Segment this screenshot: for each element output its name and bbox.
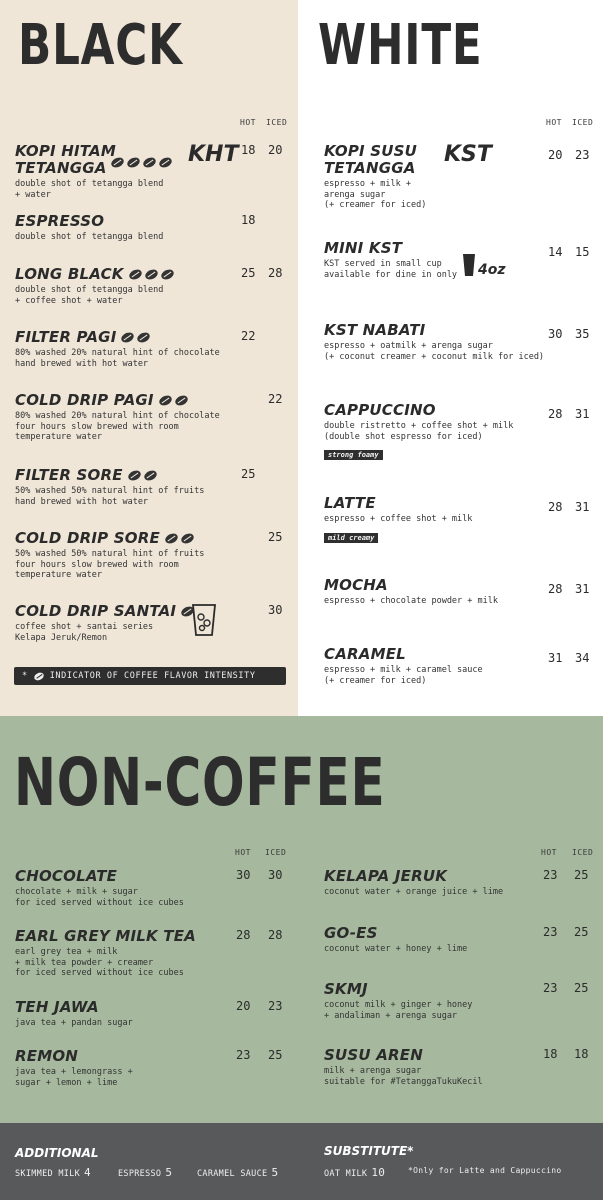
iced-column-header: ICED (572, 118, 594, 127)
price-iced: 30 (268, 868, 283, 882)
item-name: COLD DRIP PAGI (15, 392, 235, 409)
price-iced: 15 (575, 245, 590, 259)
hot-column-header: HOT (240, 118, 256, 127)
price-hot: 18 (241, 143, 256, 157)
menu-item (15, 392, 235, 443)
black-title: BLACK (18, 13, 183, 78)
flavor-beans (121, 333, 150, 342)
item-description: coconut milk + ginger + honey + andaliman + arenga sugar (324, 1000, 473, 1021)
menu-item (324, 495, 554, 544)
item-name: FILTER PAGI (15, 329, 235, 346)
item-description: double shot of tetangga blend + water (15, 179, 164, 200)
hot-column-header-right: HOT (541, 848, 557, 857)
coffee-bean-icon (142, 156, 158, 170)
flavor-beans-row (106, 152, 172, 171)
menu-item (324, 577, 554, 607)
add-item-skimmed-milk: SKIMMED MILK 4 (15, 1166, 91, 1179)
price-iced: 28 (268, 266, 283, 280)
white-title: WHITE (318, 13, 483, 78)
price-iced: 25 (268, 1048, 283, 1062)
price-hot: 25 (241, 266, 256, 280)
menu-item (15, 329, 235, 369)
iced-column-header: ICED (266, 118, 288, 127)
item-description: coffee shot + santai series Kelapa Jeruk/Remon (15, 622, 154, 643)
item-description: double shot of tetangga blend (15, 232, 164, 242)
item-description: 80% washed 20% natural hint of chocolate four hours slow brewed with room temperature water (15, 411, 220, 442)
price-hot: 18 (543, 1047, 558, 1061)
item-description: espresso + coffee shot + milk (324, 514, 473, 524)
four-oz-mark: 4oz (478, 262, 506, 278)
item-description: espresso + chocolate powder + milk (324, 596, 498, 606)
item-name: LATTE (324, 494, 376, 512)
menu-item (324, 240, 464, 280)
flavor-beans (165, 534, 194, 543)
substitute-oat-milk: OAT MILK 10 (324, 1166, 386, 1179)
coffee-bean-icon (136, 331, 152, 345)
item-description: earl grey tea + milk + milk tea powder + creamer for iced served without ice cubes (15, 947, 184, 978)
item-name: LONG BLACK (15, 266, 235, 283)
item-name: SUSU AREN (324, 1046, 423, 1064)
item-description: 50% washed 50% natural hint of fruits four hours slow brewed with room temperature water (15, 549, 205, 580)
price-iced: 25 (574, 925, 589, 939)
coffee-bean-icon (110, 156, 126, 170)
coffee-bean-icon (157, 394, 173, 408)
price-iced: 30 (268, 603, 283, 617)
hot-column-header: HOT (546, 118, 562, 127)
menu-item (15, 467, 235, 507)
price-iced: 25 (574, 981, 589, 995)
price-hot: 18 (241, 213, 256, 227)
item-name: MOCHA (324, 576, 388, 594)
iced-cup-icon (190, 602, 218, 638)
price-hot: 28 (236, 928, 251, 942)
kht-logo-mark: KHT (188, 142, 239, 167)
item-name: CAPPUCCINO (324, 401, 436, 419)
menu-item (324, 322, 554, 362)
indicator-label: INDICATOR OF COFFEE FLAVOR INTENSITY (49, 671, 256, 681)
menu-item (15, 213, 235, 243)
price-iced: 22 (268, 392, 283, 406)
additional-section (0, 1123, 603, 1200)
texture-tag: mild creamy (324, 533, 378, 543)
item-name: GO-ES (324, 924, 378, 942)
item-name: KELAPA JERUK (324, 867, 448, 885)
coffee-bean-icon (33, 671, 45, 682)
item-name: FILTER SORE (15, 467, 235, 484)
coffee-bean-icon (173, 394, 189, 408)
price-iced: 25 (268, 530, 283, 544)
coffee-bean-icon (180, 532, 196, 546)
price-hot: 23 (236, 1048, 251, 1062)
item-name: CARAMEL (324, 645, 406, 663)
iced-column-header-right: ICED (572, 848, 594, 857)
price-hot: 25 (241, 467, 256, 481)
substitute-title: SUBSTITUTE* (324, 1144, 414, 1158)
price-iced: 28 (268, 928, 283, 942)
item-name: EARL GREY MILK TEA (15, 927, 196, 945)
small-cup-icon (462, 252, 476, 278)
coffee-bean-icon (158, 156, 174, 170)
price-iced: 18 (574, 1047, 589, 1061)
item-name: COLD DRIP SANTAI (15, 603, 235, 620)
menu-item (15, 868, 230, 908)
price-hot: 20 (548, 148, 563, 162)
item-description: chocolate + milk + sugar for iced served without ice cubes (15, 887, 184, 908)
price-iced: 34 (575, 651, 590, 665)
item-name: KST NABATI (324, 321, 426, 339)
price-iced: 35 (575, 327, 590, 341)
item-description: 50% washed 50% natural hint of fruits hand brewed with hot water (15, 486, 205, 507)
additional-title: ADDITIONAL (15, 1146, 99, 1160)
add-item-caramel-sauce: CARAMEL SAUCE 5 (197, 1166, 279, 1179)
flavor-beans (111, 158, 172, 167)
menu-item (324, 646, 554, 686)
menu-item (324, 868, 534, 898)
menu-item (15, 1048, 230, 1088)
item-description: double ristretto + coffee shot + milk (double shot espresso for iced) (324, 421, 514, 442)
white-coffee-section (298, 0, 603, 716)
item-description: espresso + oatmilk + arenga sugar (+ coconut creamer + coconut milk for iced) (324, 341, 545, 362)
coffee-bean-icon (126, 469, 142, 483)
item-name: KOPI SUSU TETANGGA (324, 142, 417, 177)
flavor-intensity-indicator (14, 667, 286, 685)
substitute-note: *Only for Latte and Cappuccino (408, 1166, 562, 1175)
price-iced: 31 (575, 582, 590, 596)
price-hot: 20 (236, 999, 251, 1013)
price-iced: 31 (575, 500, 590, 514)
menu-item (15, 999, 230, 1029)
menu-item (324, 143, 439, 211)
item-name: COLD DRIP SORE (15, 530, 235, 547)
coffee-bean-icon (142, 469, 158, 483)
price-iced: 23 (268, 999, 283, 1013)
flavor-beans (128, 471, 157, 480)
price-hot: 31 (548, 651, 563, 665)
price-hot: 28 (548, 500, 563, 514)
price-iced: 23 (575, 148, 590, 162)
price-hot: 22 (241, 329, 256, 343)
menu-item (324, 981, 534, 1021)
price-hot: 23 (543, 868, 558, 882)
price-hot: 23 (543, 981, 558, 995)
menu-item (15, 530, 235, 581)
item-description: coconut water + honey + lime (324, 944, 468, 954)
menu-item (324, 925, 534, 955)
coffee-bean-icon (159, 268, 175, 282)
price-iced: 20 (268, 143, 283, 157)
item-name: SKMJ (324, 980, 368, 998)
item-description: java tea + lemongrass + sugar + lemon + lime (15, 1067, 133, 1088)
item-name: REMON (15, 1047, 79, 1065)
menu-item (15, 928, 230, 979)
price-hot: 30 (548, 327, 563, 341)
price-iced: 31 (575, 407, 590, 421)
coffee-bean-icon (126, 156, 142, 170)
coffee-bean-icon (127, 268, 143, 282)
item-name: MINI KST (324, 239, 403, 257)
non-coffee-section (0, 716, 603, 1123)
price-hot: 23 (543, 925, 558, 939)
price-hot: 28 (548, 582, 563, 596)
item-name: ESPRESSO (15, 212, 105, 230)
coffee-bean-icon (120, 331, 136, 345)
item-description: java tea + pandan sugar (15, 1018, 133, 1028)
item-description: milk + arenga sugar suitable for #TetanggaTukuKecil (324, 1066, 483, 1087)
item-name: CHOCOLATE (15, 867, 118, 885)
item-description: KST served in small cup available for dine in only (324, 259, 458, 280)
item-name: TEH JAWA (15, 998, 99, 1016)
non-coffee-title: NON-COFFEE (14, 744, 386, 821)
black-coffee-section (0, 0, 298, 716)
price-iced: 25 (574, 868, 589, 882)
item-description: double shot of tetangga blend + coffee shot + water (15, 285, 164, 306)
flavor-beans (129, 270, 174, 279)
hot-column-header-left: HOT (235, 848, 251, 857)
price-hot: 28 (548, 407, 563, 421)
coffee-bean-icon (143, 268, 159, 282)
item-description: 80% washed 20% natural hint of chocolate hand brewed with hot water (15, 348, 220, 369)
kst-logo-mark: KST (444, 142, 492, 167)
menu-item (324, 1047, 534, 1087)
flavor-beans (159, 396, 188, 405)
price-hot: 30 (236, 868, 251, 882)
iced-column-header-left: ICED (265, 848, 287, 857)
coffee-bean-icon (164, 532, 180, 546)
menu-item (15, 266, 235, 306)
asterisk-mark: * (22, 671, 28, 681)
menu-item (324, 402, 554, 461)
item-description: coconut water + orange juice + lime (324, 887, 504, 897)
texture-tag: strong foamy (324, 450, 383, 460)
item-description: espresso + milk + arenga sugar (+ creamer for iced) (324, 179, 427, 210)
item-name: KOPI HITAM TETANGGA (15, 142, 116, 177)
price-hot: 14 (548, 245, 563, 259)
add-item-espresso: ESPRESSO 5 (118, 1166, 173, 1179)
item-description: espresso + milk + caramel sauce (+ creamer for iced) (324, 665, 483, 686)
